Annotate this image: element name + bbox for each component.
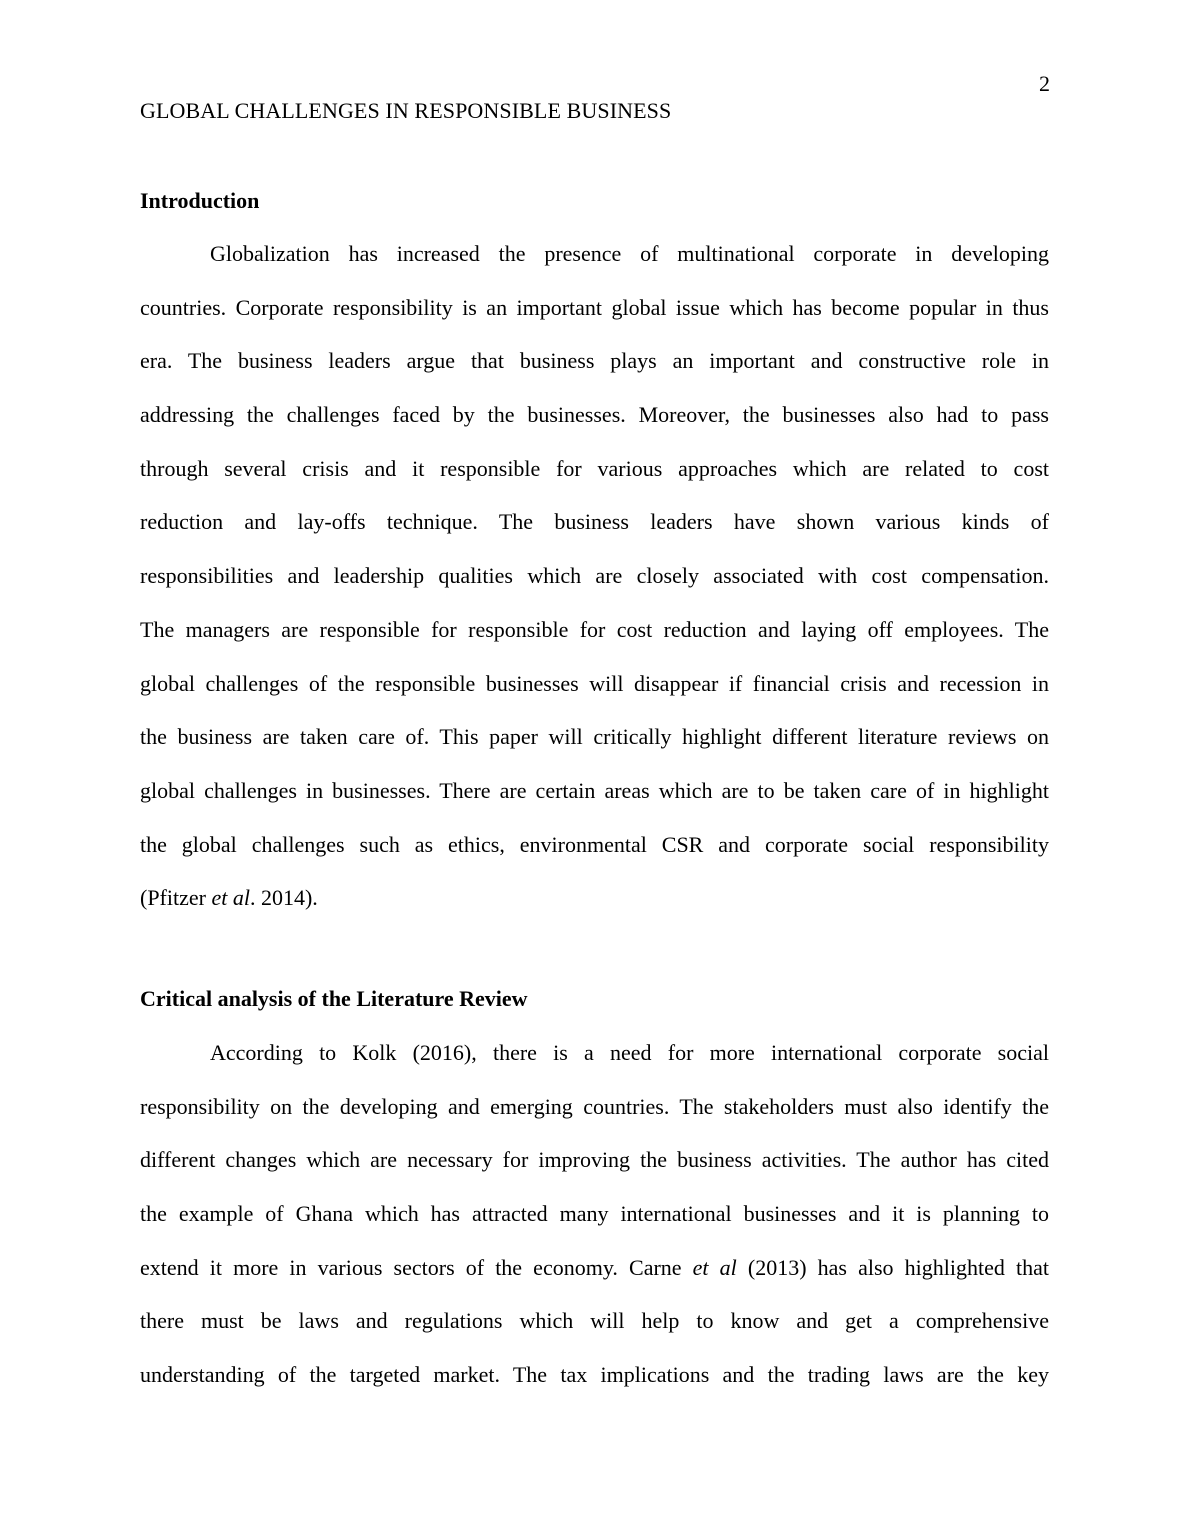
- section-heading-literature-review: Critical analysis of the Literature Review: [140, 986, 528, 1011]
- paragraph-line: era. The business leaders argue that business plays an important and constructive role in: [140, 348, 1049, 374]
- paragraph-line: The managers are responsible for responsible for cost reduction and laying off employees. The: [140, 616, 1049, 642]
- paragraph-line: countries. Corporate responsibility is an important global issue which has become popular in thus: [140, 294, 1049, 320]
- paragraph-line: different changes which are necessary for improving the business activities. The author has cited: [140, 1147, 1049, 1173]
- paragraph-line: reduction and lay-offs technique. The business leaders have shown various kinds of: [140, 509, 1049, 535]
- paragraph-line: addressing the challenges faced by the businesses. Moreover, the businesses also had to pass: [140, 402, 1049, 428]
- paragraph-line: responsibilities and leadership qualities which are closely associated with cost compensation.: [140, 563, 1049, 589]
- paragraph-line: the example of Ghana which has attracted many international businesses and it is planning to: [140, 1201, 1049, 1227]
- section-heading-introduction: Introduction: [140, 188, 260, 213]
- paragraph-line: responsibility on the developing and emerging countries. The stakeholders must also identify the: [140, 1093, 1049, 1119]
- paragraph-line: there must be laws and regulations which will help to know and get a comprehensive: [140, 1308, 1049, 1334]
- carne-line-pre: extend it more in various sectors of the economy. Carne: [140, 1254, 693, 1280]
- paragraph-line: the global challenges such as ethics, environmental CSR and corporate social responsibility: [140, 831, 1049, 857]
- paragraph-line: understanding of the targeted market. The tax implications and the trading laws are the key: [140, 1362, 1049, 1388]
- paragraph-line: global challenges in businesses. There are certain areas which are to be taken care of in highlight: [140, 777, 1049, 803]
- carne-et-al: et al: [692, 1254, 737, 1280]
- paragraph-line: [140, 1241, 1049, 1295]
- literature-review-paragraph: [140, 1026, 1049, 1402]
- paragraph-line: According to Kolk (2016), there is a need for more international corporate social: [210, 1040, 1049, 1065]
- page-number: 2: [1039, 71, 1050, 96]
- paragraph-line: the business are taken care of. This paper will critically highlight different literature reviews on: [140, 724, 1049, 750]
- citation-et-al: et al: [211, 885, 250, 911]
- introduction-paragraph: [140, 227, 1049, 925]
- citation-line: [140, 871, 1049, 925]
- citation-author: (Pfitzer: [140, 885, 212, 911]
- carne-line-post: (2013) has also highlighted that: [736, 1254, 1049, 1280]
- paragraph-line: global challenges of the responsible businesses will disappear if financial crisis and recession in: [140, 670, 1049, 696]
- running-head: GLOBAL CHALLENGES IN RESPONSIBLE BUSINESS: [140, 98, 672, 123]
- citation-year: . 2014).: [249, 885, 318, 911]
- paragraph-line: through several crisis and it responsible for various approaches which are related to cost: [140, 455, 1049, 481]
- paragraph-line: Globalization has increased the presence of multinational corporate in developing: [210, 241, 1049, 266]
